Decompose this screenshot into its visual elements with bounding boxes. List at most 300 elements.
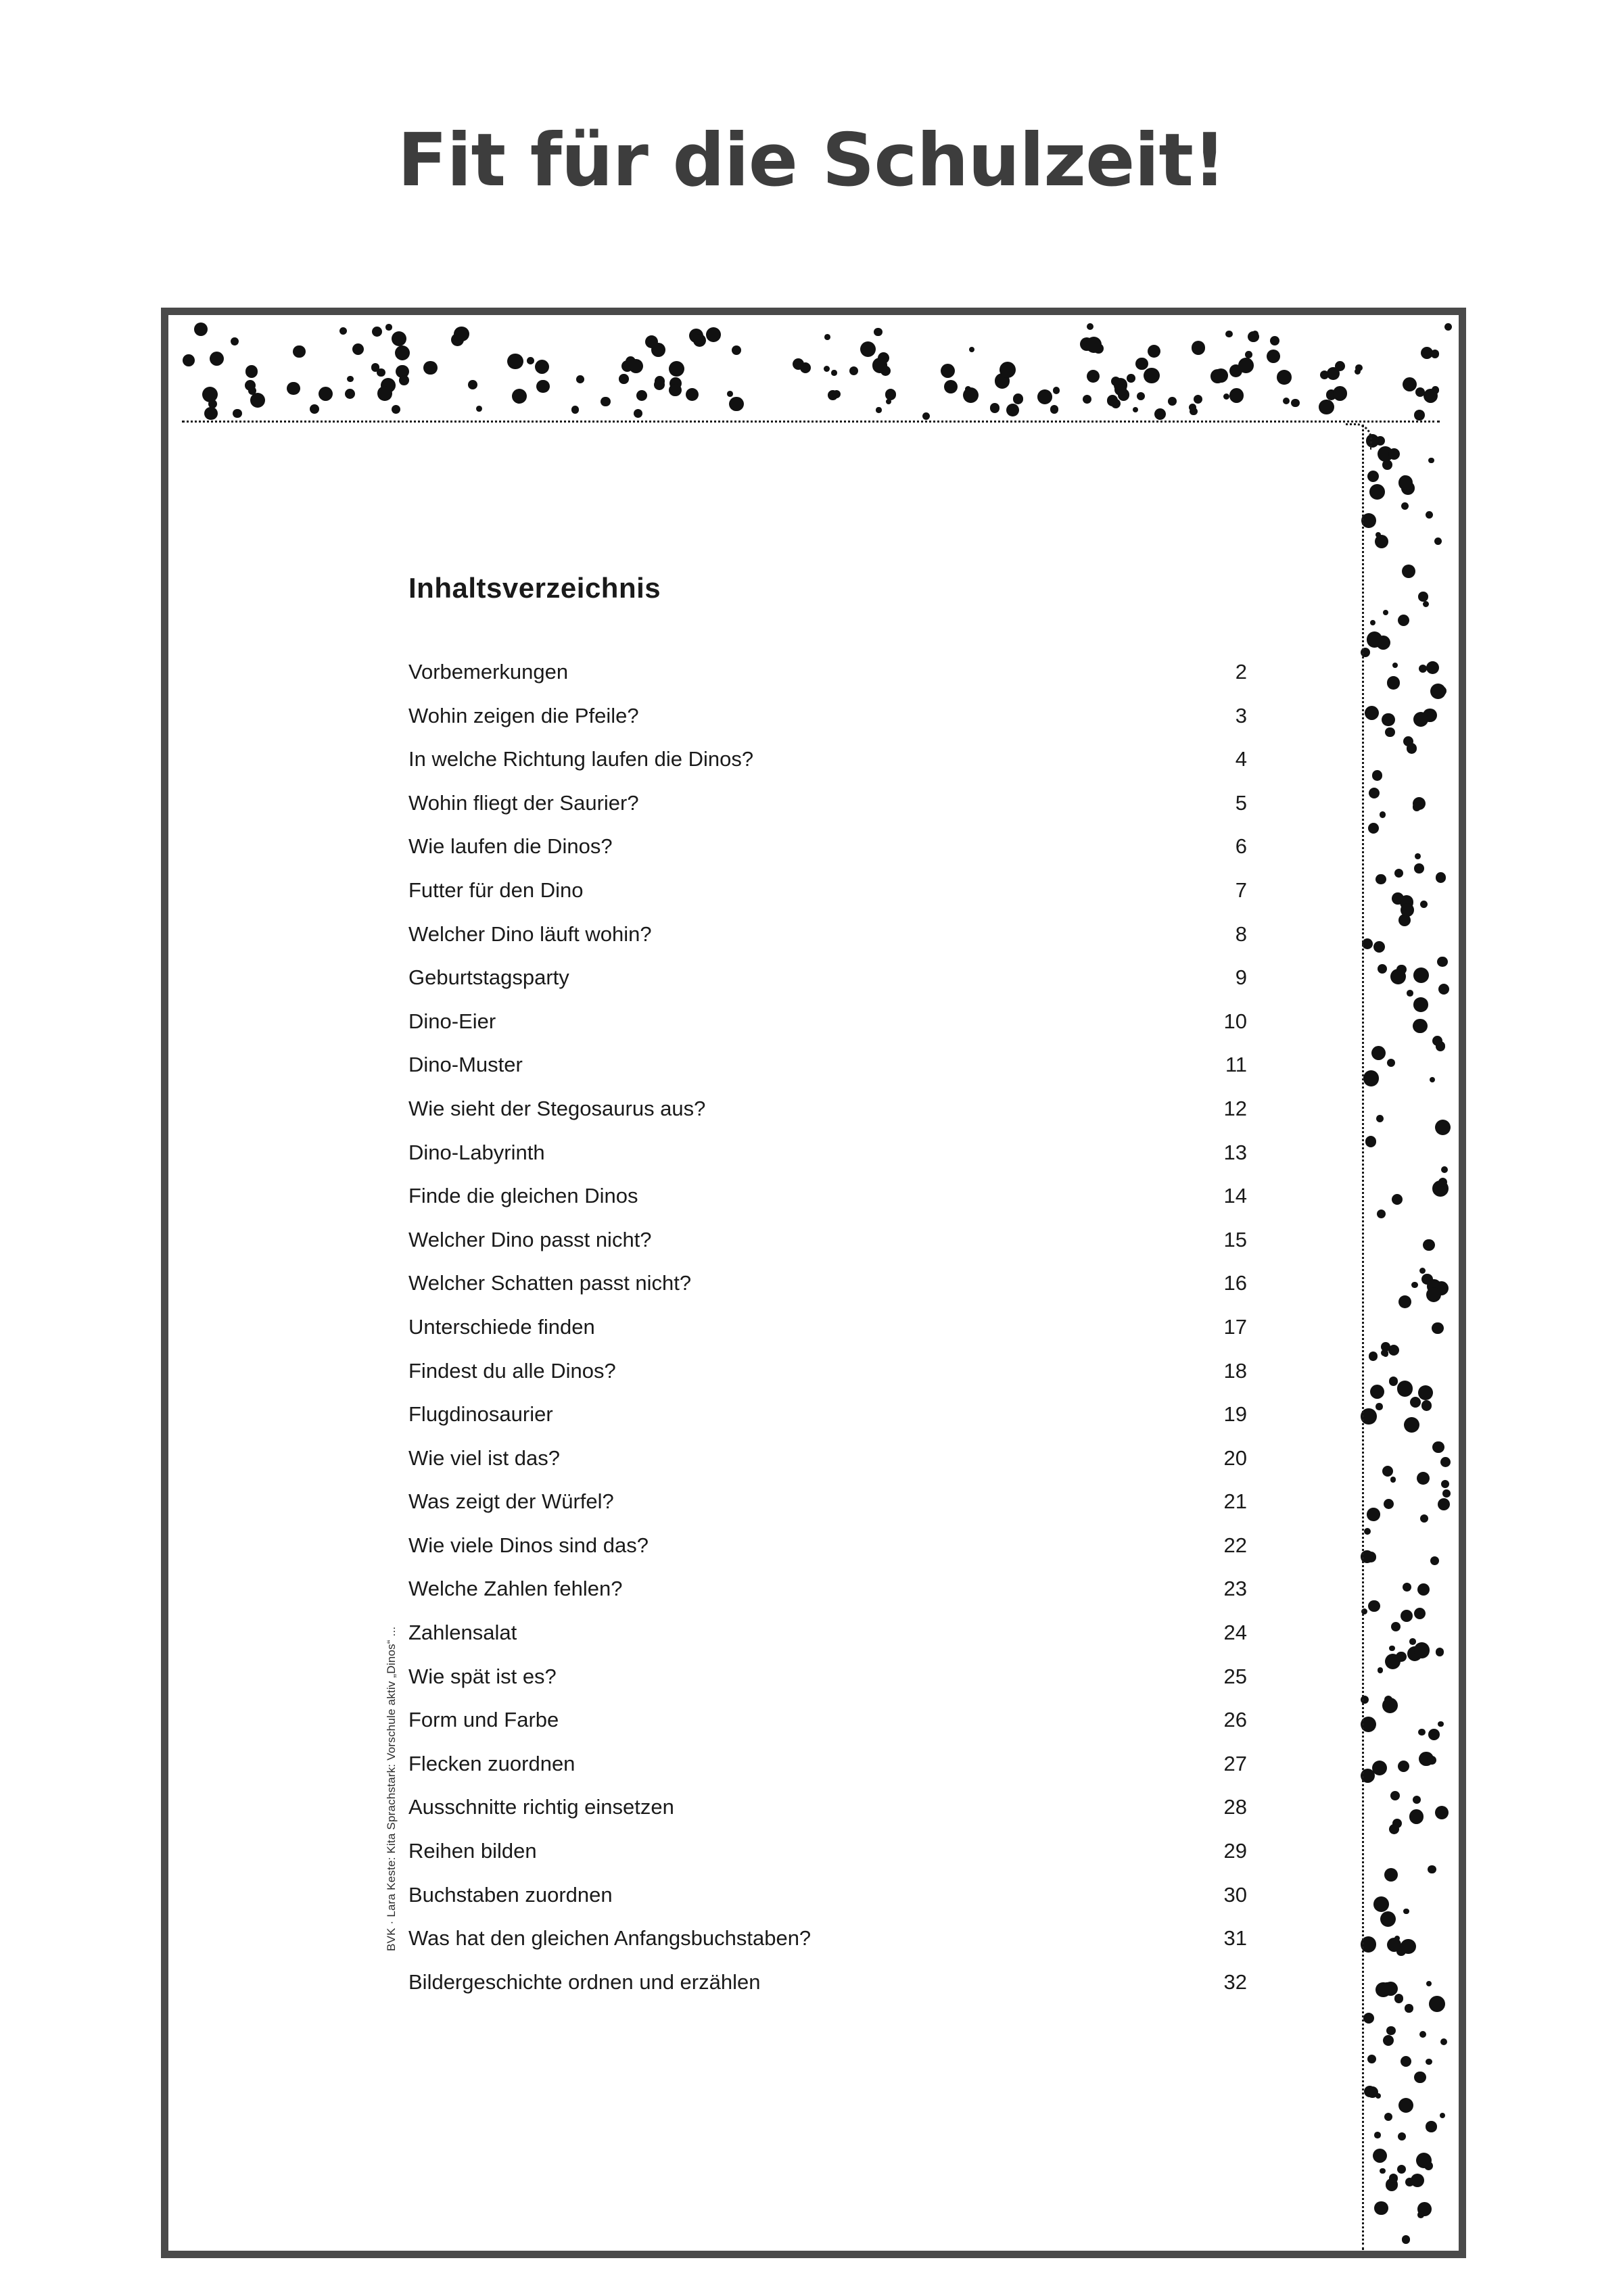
decor-dot [1127,374,1135,382]
decor-dot [1270,336,1279,345]
decor-dot [601,397,610,406]
decor-dot [536,380,549,393]
decor-dot [1430,684,1446,699]
decor-dot [1418,1385,1433,1400]
decor-dot [1410,1397,1421,1408]
decor-dot [1368,1600,1380,1612]
toc-entry-page: 32 [1223,1969,1247,1994]
decor-dot [399,375,409,385]
decor-dot [571,406,579,413]
toc-entry[interactable] [408,878,1254,922]
decor-dot [1389,1377,1398,1386]
decor-dot [1424,389,1438,403]
decor-dot [1401,903,1414,917]
decor-dot [287,382,300,395]
toc-entry-title: Was hat den gleichen Anfangsbuchstaben? [408,1926,812,1951]
decor-dot [319,387,333,402]
decor-dot [1386,2026,1396,2036]
toc-entry-page: 31 [1223,1926,1247,1951]
toc-entry-page: 24 [1223,1621,1247,1645]
decor-dot [1413,1796,1421,1804]
decor-dot [454,327,469,342]
decor-dot [1413,967,1429,983]
toc-entry-page: 26 [1223,1708,1247,1732]
decor-dot [1389,1646,1395,1652]
page-title: Fit für die Schulzeit! [397,118,1226,203]
decor-dot [210,352,224,366]
decor-dot [1384,1982,1398,1996]
decor-dot [1375,2093,1381,2099]
decor-dot [686,388,699,401]
toc-entry[interactable] [408,1009,1254,1053]
toc-entry-page: 27 [1223,1751,1247,1775]
decor-dot [1426,2059,1432,2065]
toc-entry-title: Vorbemerkungen [408,660,569,684]
decor-dot [310,404,319,414]
decor-dot [1428,1729,1440,1740]
decor-dot [999,362,1016,378]
toc-entry[interactable] [408,1752,1254,1796]
decor-dot [1436,872,1446,882]
decor-dot [1133,407,1138,412]
decor-dot [183,354,195,366]
decor-dot [392,405,400,414]
decor-dot [990,403,999,412]
decor-dot [1380,1911,1396,1928]
toc-entry-title: Welche Zahlen fehlen? [408,1577,623,1601]
decor-dot [872,358,888,373]
dashed-vertical-rule [1362,425,1364,2250]
toc-entry-page: 11 [1225,1053,1247,1077]
decor-dot [831,370,837,375]
toc-entry-title: Zahlensalat [408,1621,517,1645]
decor-dot [1384,1499,1394,1509]
decor-dot [1426,511,1433,519]
toc-entry[interactable] [408,1621,1254,1665]
decor-dot [1389,1824,1400,1835]
decor-dot [1367,471,1379,482]
decor-dot [1398,475,1413,489]
decor-dot [233,409,242,418]
toc-entry-title: Ausschnitte richtig einsetzen [408,1795,674,1819]
decor-dot [1428,458,1434,464]
decor-dot [1377,1210,1386,1218]
decor-dot [1398,2132,1407,2141]
decor-dot [1214,368,1228,383]
decor-dot [1401,502,1409,510]
decor-dot [1413,803,1421,811]
decor-dot [1375,1403,1383,1410]
decor-dot [1390,1477,1396,1483]
decor-dot [1444,323,1452,331]
toc-entry-title: Wohin zeigen die Pfeile? [408,703,639,727]
toc-entry-page: 19 [1223,1402,1247,1427]
toc-entry-title: Form und Farbe [408,1708,559,1732]
decor-dot [1381,1342,1390,1352]
decor-dot [1363,2013,1374,2024]
decor-dot [885,389,896,400]
decor-dot [250,393,265,408]
decor-dot [1370,1385,1384,1399]
decor-dot [1225,331,1232,337]
decor-dot [377,386,392,401]
toc-entry-title: Wie sieht der Stegosaurus aus? [408,1096,706,1120]
decor-dot [1391,1622,1401,1631]
decor-dot [1397,1381,1413,1396]
toc-entry-page: 8 [1235,922,1247,946]
decor-dot [1401,1610,1413,1622]
decor-dot [1394,1994,1404,2003]
toc-entry-page: 6 [1235,834,1247,859]
decor-dot [1397,2165,1406,2174]
toc-entry[interactable] [408,922,1254,966]
toc-entry[interactable] [408,1097,1254,1141]
decor-dot [1419,2031,1426,2038]
decor-dot [1440,2038,1447,2045]
toc-entry-page: 2 [1235,660,1247,684]
decor-dot [1192,341,1205,354]
toc-entry-title: Findest du alle Dinos? [408,1358,616,1383]
toc-entry[interactable] [408,660,1254,704]
decor-dot [1291,399,1300,408]
toc-entry-title: Welcher Dino läuft wohin? [408,922,652,946]
decor-dot [1414,863,1424,874]
decor-dot [1407,743,1417,753]
toc-entry-title: Bildergeschichte ordnen und erzählen [408,1969,761,1994]
toc-entry-page: 23 [1223,1577,1247,1601]
decor-dot [1420,1514,1428,1523]
decor-dot [1432,1036,1442,1046]
toc-entry-page: 10 [1223,1009,1247,1033]
decor-dot [345,389,355,399]
toc-entry-title: Buchstaben zuordnen [408,1882,613,1907]
decor-dot [1382,460,1392,470]
decor-dot [1154,408,1166,420]
toc-heading: Inhaltsverzeichnis [408,572,661,604]
toc-entry[interactable] [408,1184,1254,1228]
decor-dot [941,364,955,378]
toc-entry[interactable] [408,1446,1254,1490]
toc-entry[interactable] [408,1577,1254,1621]
decor-dot [860,341,876,357]
decor-dot [1441,1480,1449,1488]
toc-entry[interactable] [408,965,1254,1009]
decor-dot [1013,393,1023,404]
decor-dot [874,328,883,337]
toc-entry-page: 17 [1223,1314,1247,1339]
dot-pattern-top-decoration [176,322,1459,421]
decor-dot [1436,1648,1444,1656]
decor-dot [1144,368,1159,383]
decor-dot [1382,1698,1398,1713]
decor-dot [1442,1489,1451,1498]
decor-dot [1428,1865,1436,1873]
decor-dot [669,384,681,396]
toc-entry[interactable] [408,1665,1254,1708]
decor-dot [963,387,979,403]
decor-dot [1438,984,1449,995]
toc-entry[interactable] [408,1141,1254,1185]
decor-dot [1053,387,1060,394]
decor-dot [1414,1642,1430,1658]
decor-dot [1419,1268,1426,1274]
decor-dot [1421,347,1433,359]
decor-dot [824,334,830,340]
toc-entry[interactable] [408,1970,1254,2014]
decor-dot [1137,392,1145,400]
decor-dot [1441,1166,1448,1173]
decor-dot [204,407,217,420]
toc-entry[interactable] [408,1315,1254,1359]
decor-dot [1413,997,1428,1012]
toc-entry[interactable] [408,1795,1254,1839]
decor-dot [1380,2168,1386,2174]
worksheet-inner [168,315,1459,2251]
decor-dot [1411,2174,1424,2187]
toc-entry[interactable] [408,747,1254,791]
decor-dot [1267,350,1280,363]
decor-dot [1420,901,1428,908]
decor-dot [208,400,217,408]
toc-entry-page: 16 [1223,1271,1247,1295]
decor-dot [1223,393,1229,400]
decor-dot [619,374,629,384]
toc-entry-title: Dino-Labyrinth [408,1140,545,1164]
toc-entry[interactable] [408,1053,1254,1097]
decor-dot [1374,2132,1380,2138]
decor-dot [944,380,958,393]
decor-dot [1432,1322,1443,1334]
dashed-horizontal-rule [182,421,1440,423]
decor-dot [922,412,930,420]
decor-dot [1398,2098,1414,2113]
decor-dot [1426,2121,1436,2132]
toc-entry-title: Wohin fliegt der Saurier? [408,790,639,815]
toc-entry-page: 28 [1223,1795,1247,1819]
decor-dot [1440,2113,1445,2118]
toc-entry-title: Flugdinosaurier [408,1402,553,1427]
decor-dot [1409,1638,1416,1645]
decor-dot [1367,1508,1380,1521]
decor-dot [1194,395,1202,404]
decor-dot [352,343,364,355]
decor-dot [727,391,733,397]
toc-list [408,660,1254,2013]
decor-dot [1418,1729,1425,1736]
decor-dot [1396,1652,1407,1663]
decor-dot [1382,713,1394,726]
decor-dot [1423,1239,1435,1251]
decor-dot [1320,370,1329,379]
decor-dot [1283,398,1290,405]
decor-dot [1405,2004,1413,2012]
decor-dot [969,347,975,353]
decor-dot [1402,2235,1411,2244]
toc-entry-page: 30 [1223,1882,1247,1907]
decor-dot [231,337,239,345]
toc-entry[interactable] [408,1839,1254,1883]
decor-dot [1189,404,1196,411]
decor-dot [1398,1295,1411,1308]
toc-entry-page: 22 [1223,1533,1247,1557]
decor-dot [1371,1046,1386,1060]
decor-dot [576,375,584,383]
decor-dot [636,390,647,401]
decor-dot [1403,1909,1409,1915]
toc-entry-title: Welcher Schatten passt nicht? [408,1271,692,1295]
decor-dot [706,327,721,342]
decor-dot [693,334,706,347]
decor-dot [1414,2072,1426,2084]
toc-entry[interactable] [408,834,1254,878]
toc-entry[interactable] [408,1402,1254,1446]
toc-entry-page: 9 [1235,965,1247,990]
toc-entry[interactable] [408,1228,1254,1272]
toc-entry-title: Finde die gleichen Dinos [408,1184,638,1208]
decor-dot [669,361,684,377]
toc-entry-page: 18 [1223,1358,1247,1383]
toc-entry-page: 21 [1223,1489,1247,1514]
decor-dot [1087,370,1100,383]
decor-dot [1438,1721,1444,1727]
decor-dot [1238,358,1254,373]
toc-entry[interactable] [408,1359,1254,1403]
toc-entry[interactable] [408,704,1254,748]
decor-dot [1006,404,1019,416]
toc-entry-page: 14 [1223,1184,1247,1208]
decor-dot [507,354,523,369]
toc-entry-title: Unterschiede finden [408,1314,595,1339]
decor-dot [1383,2035,1394,2046]
decor-dot [1148,345,1161,358]
decor-dot [1432,1441,1444,1454]
toc-entry[interactable] [408,1883,1254,1927]
decor-dot [1378,1667,1384,1673]
decor-dot [1407,990,1413,997]
toc-entry-page: 4 [1235,747,1247,771]
decor-dot [1383,610,1388,615]
toc-entry[interactable] [408,1489,1254,1533]
decor-dot [1050,405,1059,414]
decor-dot [1378,964,1387,974]
toc-entry-title: Welcher Dino passt nicht? [408,1227,652,1251]
decor-dot [1372,770,1382,780]
decor-dot [194,322,208,336]
decor-dot [347,376,354,383]
decor-dot [1394,869,1404,878]
decor-dot [1319,400,1334,415]
decor-dot [1411,1282,1417,1288]
decor-dot [1245,351,1252,358]
decor-dot [1435,1806,1449,1819]
decor-dot [1373,941,1385,953]
decor-dot [1437,957,1447,967]
decor-dot [1372,1761,1388,1776]
decor-dot [1367,2055,1376,2063]
decor-dot [729,397,743,411]
toc-entry[interactable] [408,1533,1254,1577]
decor-dot [1401,2056,1411,2067]
decor-dot [1387,1059,1395,1067]
decor-dot [1384,1868,1398,1882]
decor-dot [1390,1791,1400,1800]
decor-dot [1415,853,1421,859]
toc-entry[interactable] [408,1926,1254,1970]
toc-entry[interactable] [408,1708,1254,1752]
decor-dot [1401,1939,1415,1954]
decor-dot [1376,1115,1384,1122]
decor-dot [1417,1583,1430,1596]
decor-dot [634,409,642,418]
decor-dot [1380,811,1386,817]
decor-dot [1388,448,1400,460]
decor-dot [1277,370,1291,384]
decor-dot [1375,874,1386,885]
decor-dot [1417,2211,1424,2218]
toc-entry[interactable] [408,1271,1254,1315]
decor-dot [1365,1136,1376,1147]
decor-dot [468,380,477,389]
decor-dot [1440,1457,1451,1467]
toc-entry-title: Flecken zuordnen [408,1751,575,1775]
decor-dot [1382,1466,1393,1477]
decor-dot [1364,1528,1371,1535]
decor-dot [1370,620,1375,625]
decor-dot [1430,1077,1435,1082]
toc-entry[interactable] [408,791,1254,835]
decor-dot [1375,532,1381,537]
decor-dot [1414,1608,1426,1620]
decor-dot [849,366,858,375]
decor-dot [1435,1120,1451,1135]
decor-dot [1086,337,1102,352]
decor-dot [1409,1809,1424,1824]
decor-dot [1392,1194,1403,1205]
decor-dot [1413,1019,1427,1033]
decor-dot [1363,1070,1380,1086]
toc-entry-title: Reihen bilden [408,1839,537,1863]
decor-dot [876,407,881,412]
decor-dot [1418,592,1428,602]
decor-dot [1426,1981,1432,1986]
decor-dot [1369,484,1385,500]
decor-dot [1429,1996,1445,2012]
toc-entry-title: Was zeigt der Würfel? [408,1489,614,1514]
decor-dot [1413,712,1428,727]
decor-dot [1373,1896,1389,1912]
decor-dot [1387,676,1401,690]
toc-entry-title: Wie viel ist das? [408,1445,560,1470]
toc-entry-title: Dino-Eier [408,1009,496,1033]
decor-dot [1430,1556,1439,1565]
decor-dot [1333,386,1348,401]
decor-dot [1403,1583,1411,1592]
decor-dot [385,324,392,330]
decor-dot [1426,661,1439,674]
decor-dot [1417,1472,1430,1485]
toc-entry-title: In welche Richtung laufen die Dinos? [408,747,754,771]
decor-dot [1373,2149,1387,2163]
decor-dot [1421,1400,1432,1410]
decor-dot [1135,358,1148,370]
decor-dot [1369,788,1380,799]
toc-entry-page: 15 [1223,1227,1247,1251]
toc-entry-title: Dino-Muster [408,1053,523,1077]
toc-entry-page: 13 [1223,1140,1247,1164]
toc-entry-title: Futter für den Dino [408,878,584,902]
worksheet-page [161,308,1466,2258]
toc-entry-page: 29 [1223,1839,1247,1863]
